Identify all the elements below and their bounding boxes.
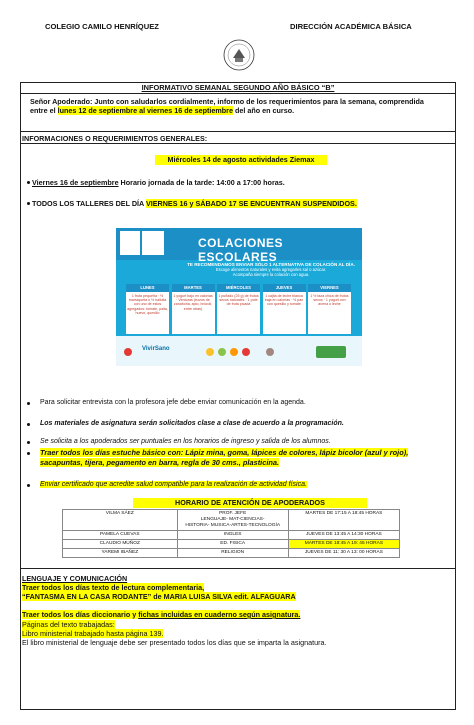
school-building-icon [316, 346, 346, 358]
bread-icon [266, 348, 274, 356]
schedule-title: HORARIO DE ATENCIÓN DE APODERADOS [133, 498, 367, 508]
vivirsano-brand: VivirSano [142, 346, 170, 352]
day-name: MIÉRCOLES [217, 284, 260, 292]
certificate-note [40, 480, 307, 489]
poster-subtitle [186, 262, 356, 277]
lenguaje-line2-text: “FANTASMA EN LA CASA RODANTE” de MARIA LUISA SILVA edit. ALFAGUARA [22, 592, 296, 601]
bullet-dot [27, 484, 30, 487]
intro-text: Señor Apoderado: Junto con saludarlos cordialmente, informo de los requerimientos para la semana, comprendida entre el [30, 97, 424, 116]
weekday-menu [126, 284, 352, 334]
lenguaje-line5 [22, 629, 163, 638]
school-snacks-poster [116, 228, 362, 366]
document-title: INFORMATIVO SEMANAL SEGUNDO AÑO BÁSICO “B” [141, 83, 335, 92]
day-menu: 1 ½ taza chica de frutos secos · 1 yogurt con avena o leche [310, 294, 349, 307]
certificate-highlight: Enviar certificado que acredite salud [40, 481, 153, 488]
teacher-name: VILMA SÁEZ [63, 510, 178, 531]
workshops-dates: VIERNES 16 y SÁBADO 17 SE ENCUENTRAN SUSPENDIDOS. [145, 199, 357, 208]
teacher-subject: ED. FISICA [177, 540, 288, 549]
teacher-hours: MARTES DE 17:15 A 18:45 HORAS [288, 510, 399, 531]
teacher-name: PAMELA CUEVAS [63, 531, 178, 540]
day-card [217, 284, 260, 334]
ministry-logo [120, 231, 140, 255]
lenguaje-line4-text: Páginas del texto trabajadas: [22, 620, 115, 629]
teacher-hours: JUEVES DE 11: 30 A 13: 00 HORAS [288, 549, 399, 558]
bullet-dot [27, 402, 30, 405]
interview-note: Para solicitar entrevista con la profesora jefe debe enviar comunicación en la agenda. [40, 399, 306, 406]
ziemax-activity: Miércoles 14 de agosto actividades Ziemax [155, 155, 327, 165]
friday-schedule-item [32, 178, 285, 187]
day-card [172, 284, 215, 334]
lenguaje-line3 [22, 610, 300, 619]
intro-tail: del año en curso. [232, 106, 295, 116]
day-card [126, 284, 169, 334]
table-row [63, 540, 400, 549]
teacher-subject: RELIGION [177, 549, 288, 558]
lenguaje-line3b-text: fichas incluidas en cuaderno según asignatura. [138, 610, 301, 619]
day-card [263, 284, 306, 334]
punctuality-note: Se solicita a los apoderados ser puntuales en los horarios de ingreso y salida de los alumnos. [40, 438, 331, 445]
day-name: LUNES [126, 284, 169, 292]
department-name: DIRECCIÓN ACADÉMICA BÁSICA [290, 22, 412, 31]
day-name: MARTES [172, 284, 215, 292]
teacher-name: YAREMI IBAÑEZ [63, 549, 178, 558]
poster-subtitle-2: Escoge alimentos naturales y evita agregarles sal o azúcar. [215, 267, 327, 272]
bullet-dot [27, 452, 30, 455]
bullet-dot [27, 181, 30, 184]
workshops-text: TODOS LOS TALLERES DEL DÍA [32, 199, 146, 208]
school-crest-logo [222, 38, 256, 72]
banana-icon [206, 348, 214, 356]
teacher-hours: JUEVES DE 13:45 A 14:30 HORAS [288, 531, 399, 540]
teacher-hours: MARTES DE 18:45 A 19: 45 HORAS [288, 540, 399, 549]
bullet-dot [27, 202, 30, 205]
health-ministry-logo [142, 231, 164, 255]
poster-title: COLACIONES ESCOLARES [198, 236, 284, 264]
lenguaje-line5-text: Libro ministerial trabajado hasta página 139. [22, 629, 164, 638]
poster-subtitle-3: Acompaña siempre la colación con agua. [232, 272, 310, 277]
orange-icon [230, 348, 238, 356]
lenguaje-line1 [22, 583, 204, 592]
teacher-name: CLAUDIO MUÑOZ [63, 540, 178, 549]
friday-hours: Horario jornada de la tarde: 14:00 a 17:00 horas. [118, 178, 285, 187]
lenguaje-line6: El libro ministerial de lenguaje debe ser presentado todos los días que se imparta la asignatura. [22, 638, 327, 647]
intro-dates: lunes 12 de septiembre al viernes 16 de septiembre [57, 106, 233, 116]
poster-subtitle-main: TE RECOMENDAMOS ENVIAR SÓLO 1 ALTERNATIVA DE COLACIÓN AL DÍA. [187, 262, 355, 267]
day-menu: 1 cajita de leche blanca baja en calorías · ½ pan con quesillo y tomate [264, 294, 304, 307]
intro-paragraph [30, 97, 438, 116]
bullet-dot [27, 423, 30, 426]
divider [20, 143, 456, 144]
lenguaje-heading: LENGUAJE Y COMUNICACIÓN [22, 574, 128, 583]
table-row [63, 531, 400, 540]
apple-icon [124, 348, 132, 356]
supplies-text: Traer todos los días estuche básico con: Lápiz mina, goma, lápices de colores, lápiz bicolor (azul y rojo), sacapuntas, tijera, pegamento en barra, regla de 30 cms., plasticina. [40, 448, 409, 467]
day-name: JUEVES [263, 284, 306, 292]
bullet-dot [27, 441, 30, 444]
materials-note: Los materiales de asignatura serán solicitados clase a clase de acuerdo a la programación. [40, 420, 344, 427]
divider [20, 93, 456, 94]
parent-schedule-table [62, 509, 400, 558]
divider [20, 568, 456, 569]
divider [20, 131, 456, 132]
day-menu: 1 fruta pequeña · ½ marraqueta o ½ hallulla con uno de estos agregados: tomate, palta, huevo, quesillo [127, 294, 168, 315]
lenguaje-line1-text: Traer todos los días texto de lectura complementaria, [22, 583, 205, 592]
day-menu: 1 yogurt bajo en calorías · Verduras (trozos de zanahoria, apio, brócoli, entre otras) [173, 294, 213, 311]
school-name: COLEGIO CAMILO HENRÍQUEZ [45, 22, 159, 31]
general-info-heading: INFORMACIONES O REQUERIMIENTOS GENERALES: [22, 134, 208, 143]
tomato-icon [242, 348, 250, 356]
day-menu: 1 puñado (25 g) de frutos secos naturales · 1 pote de fruta picada [218, 294, 259, 307]
workshops-suspended-item [32, 199, 357, 208]
table-row [63, 549, 400, 558]
pear-icon [218, 348, 226, 356]
teacher-subject: INGLES [177, 531, 288, 540]
certificate-text: compatible para la realización de actividad física. [152, 481, 307, 488]
day-card [308, 284, 351, 334]
lenguaje-line3a-text: Traer todos los días diccionario y [22, 610, 139, 619]
table-row [63, 510, 400, 531]
teacher-subject: PROF. JEFE LENGUAJE- MAT-CIENCIAS- HISTORIA- MUSICA-ARTES-TECNOLOGÍA [177, 510, 288, 531]
lenguaje-line2 [22, 592, 296, 601]
friday-date: Viernes 16 de septiembre [32, 178, 119, 187]
lenguaje-line4 [22, 620, 115, 629]
day-name: VIERNES [308, 284, 351, 292]
supplies-note [40, 448, 450, 467]
